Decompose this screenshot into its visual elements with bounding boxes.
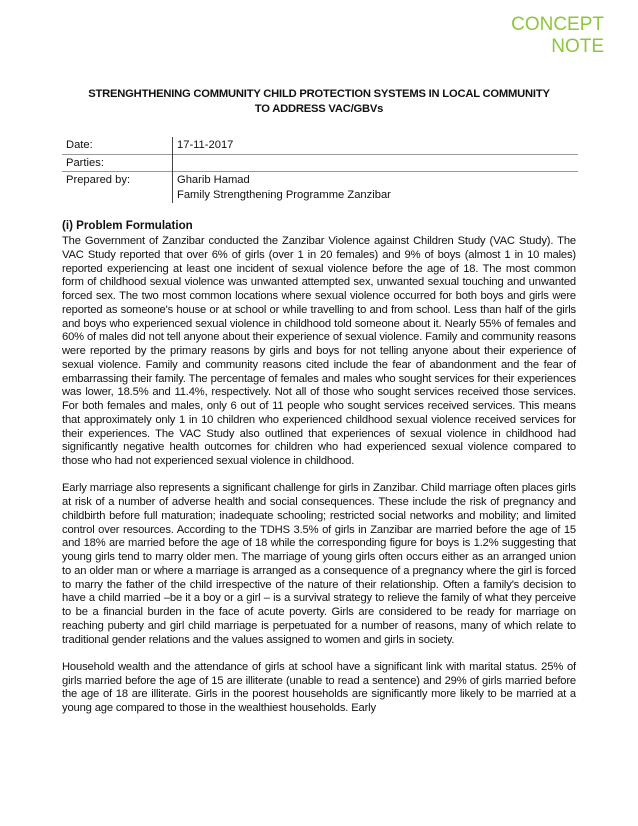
prepared-by-label: Prepared by: [62,172,173,204]
document-title [60,87,578,117]
date-row [62,137,578,154]
date-label: Date: [62,137,173,154]
date-value: 17-11-2017 [177,139,234,151]
paragraph: Household wealth and the attendance of girls at school have a significant link with marital status. 25% of girls married before the age of 15 are illiterate (unable to read a sentence) and 29% of girls married before the age of 18 are illiterate. Girls in the poorest households are significantly more likely to be married at a young age compared to those in the wealthiest households. Early [62,660,576,714]
concept-label-line1: CONCEPT [511,14,604,35]
concept-note-label [511,14,604,58]
prepared-by-organization: Family Strengthening Programme Zanzibar [177,188,391,201]
prepared-by-name: Gharib Hamad [177,174,250,186]
metadata-table [62,137,578,203]
prepared-by-row [62,172,578,204]
parties-row [62,154,578,172]
paragraph: The Government of Zanzibar conducted the Zanzibar Violence against Children Study (VAC Study). The VAC Study reported that over 6% of girls (over 1 in 20 females) and 9% of boys (almost 1 in 10 males) reported experiencing at least one incident of sexual violence before the age of 18. The most common form of childhood sexual violence was unwanted attempted sex, unwanted sexual touching and unwanted forced sex. The two most common locations where sexual violence occurred for both boys and girls were reported as someone's house or at school or while travelling to and from school. Less than half of the girls and boys who experienced sexual violence in childhood told someone about it. Nearly 55% of females and 60% of males did not tell anyone about their experience of sexual violence. Family and community reasons were reported by the primary reasons by girls and boys for not telling anyone about their experience of sexual violence. Family and community reasons cited include the fear of abandonment and the fear of embarrassing their family. The percentage of females and males who sought services for their experiences was lower, 18.5% and 11.4%, respectively. Not all of those who sought services received those services. For both females and males, only 6 out of 11 people who sought services received services. This means that approximately only 1 in 10 children who experienced childhood sexual violence received services for their experiences. The VAC Study also outlined that experiences of sexual violence in childhood had significantly negative health outcomes for children who had experienced sexual violence compared to those who had not experienced sexual violence in childhood. [62,235,576,467]
paragraph: Early marriage also represents a significant challenge for girls in Zanzibar. Child marriage often places girls at risk of a number of adverse health and social consequences. These include the risk of pregnancy and childbirth before full maturation; inadequate schooling; restricted social networks and mobility; and limited control over resources. According to the TDHS 3.5% of girls in Zanzibar are married before the age of 15 and 18% are married before the age of 18 while the corresponding figure for boys is 1.2% suggesting that young girls tend to marry older men. The marriage of young girls often occurs either as an arranged union to an older man or where a marriage is arranged as a consequence of a pregnancy where the girl is forced to marry the father of the child irrespective of the nature of their relationship. Often a family's decision to have a child married –be it a boy or a girl – is a survival strategy to relieve the family of what they perceive to be a financial burden in the face of acute poverty. Girls are considered to be ready for marriage on reaching puberty and girl child marriage is perpetuated for a number of reasons, many of which relate to traditional gender relations and the values assigned to women and girls in society. [62,482,576,646]
prepared-by-value [173,172,579,204]
section-heading: (i) Problem Formulation [62,219,193,232]
parties-label: Parties: [62,154,173,172]
document-title-line2: TO ADDRESS VAC/GBVs [254,103,384,115]
document-title-line1: STRENGHTHENING COMMUNITY CHILD PROTECTION SYSTEMS IN LOCAL COMMUNITY [88,88,550,100]
concept-label-line2: NOTE [551,36,604,57]
parties-value [173,154,579,172]
section-body [62,235,576,729]
